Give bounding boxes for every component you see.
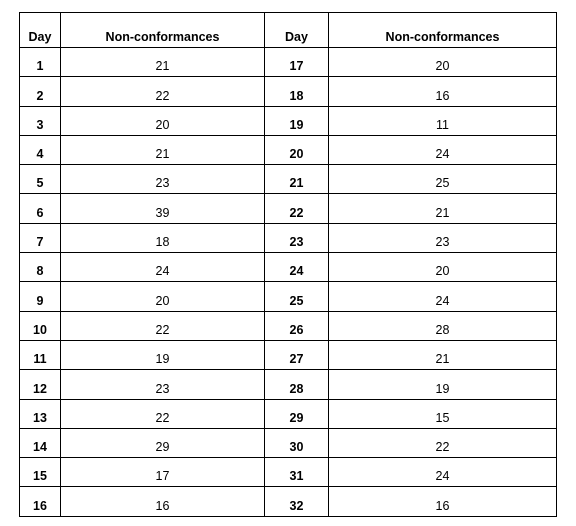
header-nonconformances-right: Non-conformances bbox=[329, 13, 557, 48]
nonconformances-table bbox=[19, 12, 557, 517]
day-cell-left: 10 bbox=[20, 311, 61, 340]
table-row bbox=[20, 370, 557, 399]
nonconformance-cell-right: 20 bbox=[329, 253, 557, 282]
nonconformance-cell-right: 28 bbox=[329, 311, 557, 340]
table-row bbox=[20, 135, 557, 164]
nonconformance-cell-left: 17 bbox=[61, 458, 265, 487]
table-row bbox=[20, 399, 557, 428]
nonconformance-cell-left: 21 bbox=[61, 135, 265, 164]
day-cell-right: 30 bbox=[265, 428, 329, 457]
day-cell-right: 29 bbox=[265, 399, 329, 428]
day-cell-right: 28 bbox=[265, 370, 329, 399]
nonconformance-cell-left: 22 bbox=[61, 311, 265, 340]
nonconformance-cell-left: 21 bbox=[61, 48, 265, 77]
header-day-right: Day bbox=[265, 13, 329, 48]
nonconformance-cell-right: 24 bbox=[329, 282, 557, 311]
nonconformance-cell-right: 23 bbox=[329, 223, 557, 252]
nonconformance-cell-left: 20 bbox=[61, 282, 265, 311]
day-cell-left: 3 bbox=[20, 106, 61, 135]
nonconformance-cell-left: 20 bbox=[61, 106, 265, 135]
day-cell-left: 8 bbox=[20, 253, 61, 282]
day-cell-right: 27 bbox=[265, 340, 329, 369]
day-cell-right: 25 bbox=[265, 282, 329, 311]
day-cell-right: 17 bbox=[265, 48, 329, 77]
day-cell-left: 15 bbox=[20, 458, 61, 487]
day-cell-left: 13 bbox=[20, 399, 61, 428]
day-cell-right: 31 bbox=[265, 458, 329, 487]
table-row bbox=[20, 223, 557, 252]
day-cell-left: 7 bbox=[20, 223, 61, 252]
table-row bbox=[20, 311, 557, 340]
nonconformance-cell-right: 21 bbox=[329, 340, 557, 369]
nonconformance-cell-left: 22 bbox=[61, 399, 265, 428]
day-cell-right: 21 bbox=[265, 165, 329, 194]
day-cell-left: 14 bbox=[20, 428, 61, 457]
header-nonconformances-left: Non-conformances bbox=[61, 13, 265, 48]
nonconformance-cell-right: 24 bbox=[329, 135, 557, 164]
table-row bbox=[20, 428, 557, 457]
day-cell-left: 1 bbox=[20, 48, 61, 77]
nonconformance-cell-left: 18 bbox=[61, 223, 265, 252]
day-cell-left: 6 bbox=[20, 194, 61, 223]
table-row bbox=[20, 48, 557, 77]
table-row bbox=[20, 165, 557, 194]
day-cell-left: 9 bbox=[20, 282, 61, 311]
day-cell-right: 24 bbox=[265, 253, 329, 282]
table-row bbox=[20, 458, 557, 487]
nonconformance-cell-left: 22 bbox=[61, 77, 265, 106]
nonconformance-cell-left: 24 bbox=[61, 253, 265, 282]
table-row bbox=[20, 253, 557, 282]
nonconformance-cell-right: 15 bbox=[329, 399, 557, 428]
day-cell-right: 20 bbox=[265, 135, 329, 164]
nonconformance-cell-right: 19 bbox=[329, 370, 557, 399]
day-cell-left: 5 bbox=[20, 165, 61, 194]
table-row bbox=[20, 487, 557, 516]
day-cell-left: 16 bbox=[20, 487, 61, 516]
nonconformance-cell-right: 24 bbox=[329, 458, 557, 487]
nonconformance-cell-left: 29 bbox=[61, 428, 265, 457]
nonconformance-cell-right: 21 bbox=[329, 194, 557, 223]
nonconformance-cell-left: 23 bbox=[61, 370, 265, 399]
day-cell-left: 11 bbox=[20, 340, 61, 369]
header-day-left: Day bbox=[20, 13, 61, 48]
table-header bbox=[20, 13, 557, 48]
table-row bbox=[20, 194, 557, 223]
table-body bbox=[20, 48, 557, 517]
table-row bbox=[20, 282, 557, 311]
nonconformance-cell-right: 22 bbox=[329, 428, 557, 457]
nonconformance-cell-right: 16 bbox=[329, 77, 557, 106]
day-cell-right: 19 bbox=[265, 106, 329, 135]
day-cell-right: 32 bbox=[265, 487, 329, 516]
day-cell-left: 2 bbox=[20, 77, 61, 106]
nonconformance-cell-left: 39 bbox=[61, 194, 265, 223]
nonconformance-cell-right: 11 bbox=[329, 106, 557, 135]
table-row bbox=[20, 106, 557, 135]
day-cell-right: 18 bbox=[265, 77, 329, 106]
nonconformance-cell-right: 16 bbox=[329, 487, 557, 516]
nonconformance-cell-left: 19 bbox=[61, 340, 265, 369]
day-cell-left: 12 bbox=[20, 370, 61, 399]
day-cell-right: 23 bbox=[265, 223, 329, 252]
nonconformance-cell-left: 23 bbox=[61, 165, 265, 194]
table-row bbox=[20, 340, 557, 369]
nonconformance-cell-left: 16 bbox=[61, 487, 265, 516]
table-row bbox=[20, 77, 557, 106]
day-cell-right: 26 bbox=[265, 311, 329, 340]
day-cell-right: 22 bbox=[265, 194, 329, 223]
day-cell-left: 4 bbox=[20, 135, 61, 164]
nonconformance-cell-right: 25 bbox=[329, 165, 557, 194]
nonconformance-cell-right: 20 bbox=[329, 48, 557, 77]
header-row bbox=[20, 13, 557, 48]
